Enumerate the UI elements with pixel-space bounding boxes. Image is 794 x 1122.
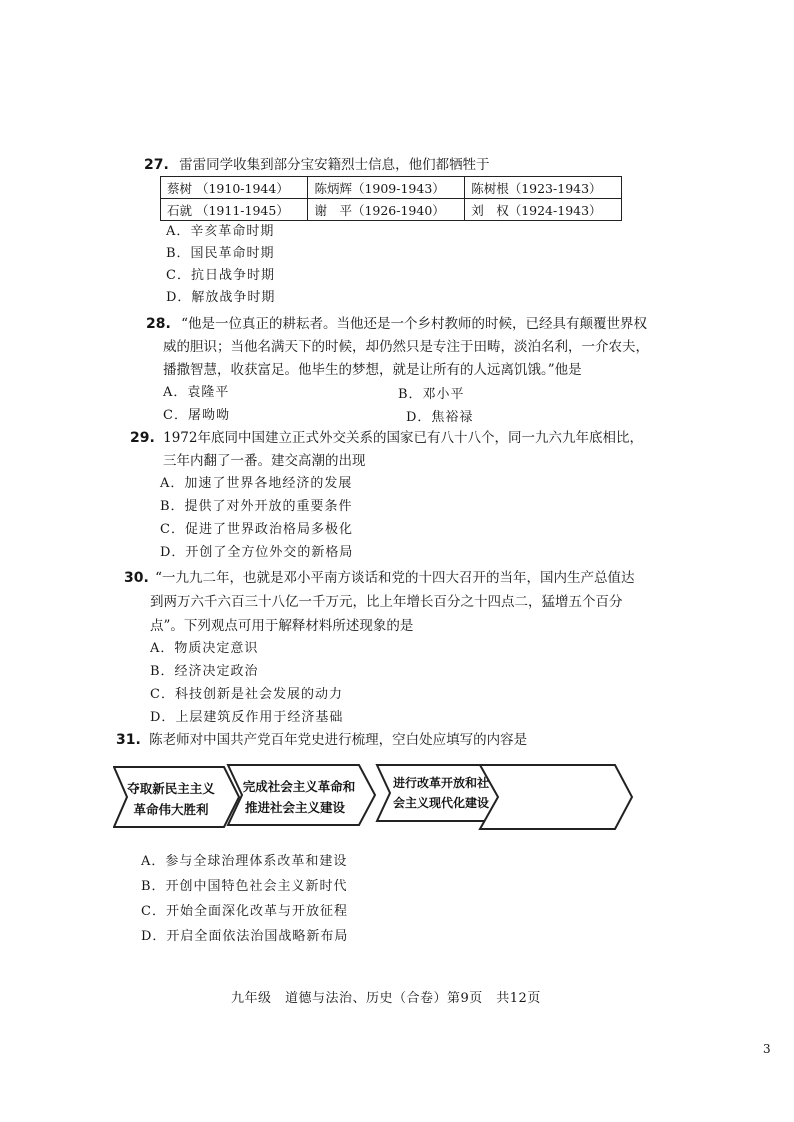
flow-step-1-arrow (114, 767, 239, 827)
option-b[interactable]: B．国民革命时期 (166, 246, 275, 261)
option-c[interactable]: C．抗日战争时期 (166, 268, 275, 283)
flow-step-2-line-1: 完成社会主义革命和 (242, 779, 356, 794)
question-29-line-2: 三年内翻了一番。建交高潮的出现 (163, 453, 366, 469)
martyr-table (160, 176, 622, 221)
question-number: 29. (130, 430, 155, 446)
option-b[interactable]: B．邓小平 (398, 387, 465, 402)
question-text: 陈老师对中国共产党百年党史进行梳理，空白处应填写的内容是 (149, 732, 528, 748)
question-number: 28. (146, 316, 171, 332)
question-text: “他是一位真正的耕耘者。当他还是一个乡村教师的时候，已经具有颠覆世界权 (181, 316, 648, 332)
option-c[interactable]: C．促进了世界政治格局多极化 (160, 522, 353, 537)
option-a[interactable]: A．袁隆平 (163, 385, 230, 400)
option-c[interactable]: C．开始全面深化改革与开放征程 (141, 904, 348, 919)
table-cell: 陈树根（1923-1943） (465, 177, 622, 199)
page-number: 3 (763, 1042, 771, 1056)
flow-step-3-line-2: 会主义现代化建设 (392, 796, 490, 810)
question-30-line-1 (124, 566, 635, 590)
flowchart-svg (113, 763, 635, 833)
question-28-line-3: 播撒智慧，收获富足。他毕生的梦想，就是让所有的人远离饥饿。”他是 (163, 362, 582, 378)
question-number: 27. (144, 157, 169, 173)
option-d[interactable]: D．解放战争时期 (166, 290, 276, 305)
option-b[interactable]: B．经济决定政治 (150, 664, 259, 679)
question-number: 31. (116, 732, 141, 748)
option-b[interactable]: B．开创中国特色社会主义新时代 (141, 879, 348, 894)
question-28-line-1 (146, 312, 647, 336)
option-c[interactable]: C．科技创新是社会发展的动力 (150, 687, 343, 702)
table-row (161, 177, 622, 199)
table-cell: 石就 （1911-1945） (161, 199, 308, 221)
question-28-line-2: 威的胆识；当他名满天下的时候，却仍然只是专注于田畴，淡泊名利，一介农夫， (163, 339, 649, 355)
option-d[interactable]: D．上层建筑反作用于经济基础 (150, 710, 344, 725)
party-history-flowchart (113, 763, 635, 833)
option-a[interactable]: A．辛亥革命时期 (166, 224, 275, 239)
question-number: 30. (124, 570, 149, 586)
table-row (161, 199, 622, 221)
flow-step-1-line-2: 革命伟大胜利 (133, 802, 209, 817)
flow-step-2-line-2: 推进社会主义建设 (244, 800, 346, 815)
option-a[interactable]: A．加速了世界各地经济的发展 (160, 476, 353, 491)
question-29-line-1 (130, 426, 643, 450)
page-footer: 九年级 道德与法治、历史（合卷）第9页 共12页 (231, 991, 541, 1006)
question-text: 雷雷同学收集到部分宝安籍烈士信息，他们都牺牲于 (179, 157, 490, 173)
question-30-line-2: 到两万六千六百三十八亿一千万元，比上年增长百分之十四点二，猛增五个百分 (150, 594, 623, 610)
option-c[interactable]: C．屠呦呦 (163, 408, 230, 423)
flow-step-3-line-1: 进行改革开放和社 (392, 776, 490, 790)
question-30-line-3: 点”。下列观点可用于解释材料所述现象的是 (150, 618, 414, 634)
table-cell: 陈炳辉（1909-1943） (308, 177, 465, 199)
flow-step-4-blank-arrow (480, 765, 632, 829)
flow-step-1-line-1: 夺取新民主主义 (127, 781, 215, 796)
option-a[interactable]: A．物质决定意识 (150, 641, 259, 656)
option-a[interactable]: A．参与全球治理体系改革和建设 (141, 854, 348, 869)
question-text: 1972年底同中国建立正式外交关系的国家已有八十八个，同一九六九年底相比， (163, 430, 643, 446)
table-cell: 刘 权（1924-1943） (465, 199, 622, 221)
question-text: “一九九二年，也就是邓小平南方谈话和党的十四大召开的当年，国内生产总值达 (155, 570, 635, 586)
table-cell: 谢 平（1926-1940） (308, 199, 465, 221)
flow-step-2-arrow (228, 765, 375, 825)
question-27-stem (144, 153, 490, 177)
option-d[interactable]: D．开启全面依法治国战略新布局 (141, 929, 349, 944)
question-31-stem (116, 728, 527, 752)
option-d[interactable]: D．开创了全方位外交的新格局 (160, 545, 354, 560)
option-d[interactable]: D．焦裕禄 (406, 410, 474, 425)
option-b[interactable]: B．提供了对外开放的重要条件 (160, 499, 353, 514)
table-cell: 蔡树 （1910-1944） (161, 177, 308, 199)
